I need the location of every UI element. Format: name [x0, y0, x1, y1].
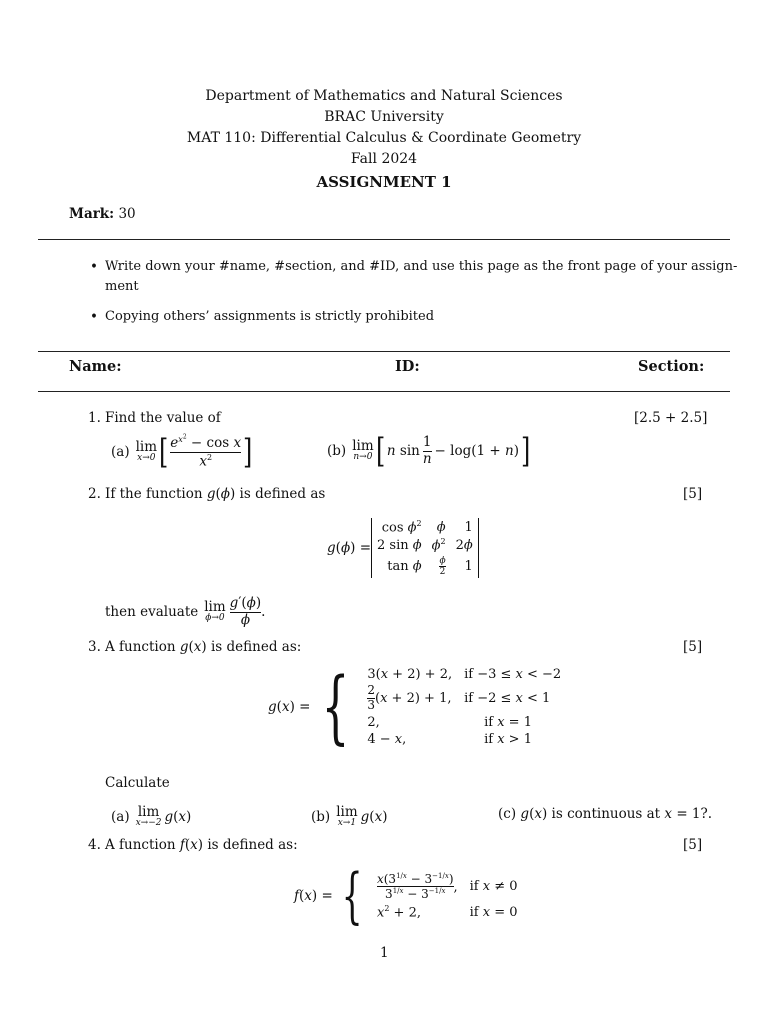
q2-marks: [5]	[683, 486, 703, 502]
mark-label: Mark:	[69, 206, 115, 222]
limit-expression: lim x→−2	[135, 804, 162, 829]
page-number: 1	[380, 945, 389, 961]
piecewise-cases: 3(x + 2) + 2, if −3 ≤ x < −2 $\frac{2}{3}$ (x + 2) + 1, if −2 ≤ x < 1 2, if x = 1 4 − x, if x > 1	[367, 667, 562, 747]
limit-expression: lim x→0	[135, 439, 158, 464]
q3-part-c: (c) g(x) is continuous at x = 1?.	[498, 806, 713, 822]
q3-number: 3.	[88, 639, 101, 655]
q1-b-label: (b)	[327, 443, 347, 459]
q3-calculate: Calculate	[105, 775, 170, 791]
mark-line	[69, 206, 136, 222]
instruction-bullet: •	[90, 309, 98, 325]
q1-part-a: (a) lim x→0 [ $\frac{e^{x^2} - \cos x}{x^2}$ ]	[111, 431, 253, 472]
q1-a-label: (a)	[111, 443, 130, 460]
q3-piecewise: g(x) = { 3(x + 2) + 2, if −3 ≤ x < −2 $\frac{2}{3}$ (x + 2) + 1, if −2 ≤ x < 1 2, if x = 1 4 − x, if x > 1	[268, 666, 567, 748]
mark-value: 30	[118, 206, 136, 222]
q3-part-b: (b) lim x→1 g(x)	[311, 804, 388, 829]
section-label: Section:	[638, 358, 705, 375]
q1-part-b: (b) lim n→0 [ n sin $\frac{1}{n}$ − log(1 + n) ]	[327, 431, 531, 471]
name-label: Name:	[69, 358, 122, 375]
instruction-1: Write down your #name, #section, and #ID, and use this page as the front page of your assign-	[105, 259, 738, 274]
divider-info-bottom	[38, 391, 730, 392]
limit-expression: lim x→1	[336, 804, 358, 829]
divider-info-top	[38, 351, 730, 352]
fraction: $\frac{g'(\phi)}{\phi}$	[229, 595, 262, 628]
assignment-title: ASSIGNMENT 1	[316, 173, 452, 191]
q4-text: A function f(x) is defined as:	[105, 837, 298, 853]
q3-text: A function g(x) is defined as:	[105, 639, 302, 655]
q2-evaluate: then evaluate lim ϕ→0 $\frac{g'(\phi)}{\phi}$ .	[105, 595, 266, 628]
q4-number: 4.	[88, 837, 101, 853]
instruction-bullet: •	[90, 259, 98, 275]
limit-expression: lim ϕ→0	[204, 599, 226, 624]
instruction-2: Copying others’ assignments is strictly prohibited	[105, 309, 435, 324]
fraction: $\frac{x(3^{1/x} - 3^{-1/x})}{3^{1/x} - 3^{-1/x}}$	[376, 871, 454, 902]
university-name: BRAC University	[324, 109, 444, 125]
fraction: $\frac{e^{x^2} - \cos x}{x^2}$	[170, 433, 242, 470]
term: Fall 2024	[350, 151, 418, 167]
q3-part-a: (a) lim x→−2 g(x)	[111, 804, 192, 829]
department-name: Department of Mathematics and Natural Sciences	[205, 88, 563, 104]
fraction: $\frac{1}{n}$	[422, 433, 432, 467]
instruction-1-cont: ment	[105, 279, 139, 294]
q1-text: Find the value of	[105, 410, 221, 426]
q3-marks: [5]	[683, 639, 703, 655]
q4-marks: [5]	[683, 837, 703, 853]
divider-top	[38, 239, 730, 240]
q4-piecewise: f(x) = { $\frac{x(3^{1/x} - 3^{-1/x})}{3^{1/x} - 3^{-1/x}}$ , if x ≠ 0 $x^2 + 2$, if x = 0	[294, 866, 524, 926]
id-label: ID:	[395, 358, 420, 375]
q1-number: 1.	[88, 410, 101, 426]
piecewise-cases: $\frac{x(3^{1/x} - 3^{-1/x})}{3^{1/x} - 3^{-1/x}}$ , if x ≠ 0 $x^2 + 2$, if x = 0	[376, 871, 518, 921]
determinant-matrix: $\cos \phi^2$ ϕ 1 2 sin ϕ $\phi^2$ 2ϕ tan ϕ $\frac{\phi}{2}$ 1	[371, 518, 479, 578]
q2-determinant: g(ϕ) = $\cos \phi^2$ ϕ 1 2 sin ϕ $\phi^2$ 2ϕ tan ϕ $\frac{\phi}{2}$ 1	[327, 518, 479, 578]
limit-expression: lim n→0	[352, 438, 374, 463]
course-title: MAT 110: Differential Calculus & Coordinate Geometry	[186, 130, 582, 146]
q2-number: 2.	[88, 486, 101, 502]
q1-marks: [2.5 + 2.5]	[634, 410, 708, 426]
q2-text: If the function g(ϕ) is defined as	[105, 486, 326, 502]
